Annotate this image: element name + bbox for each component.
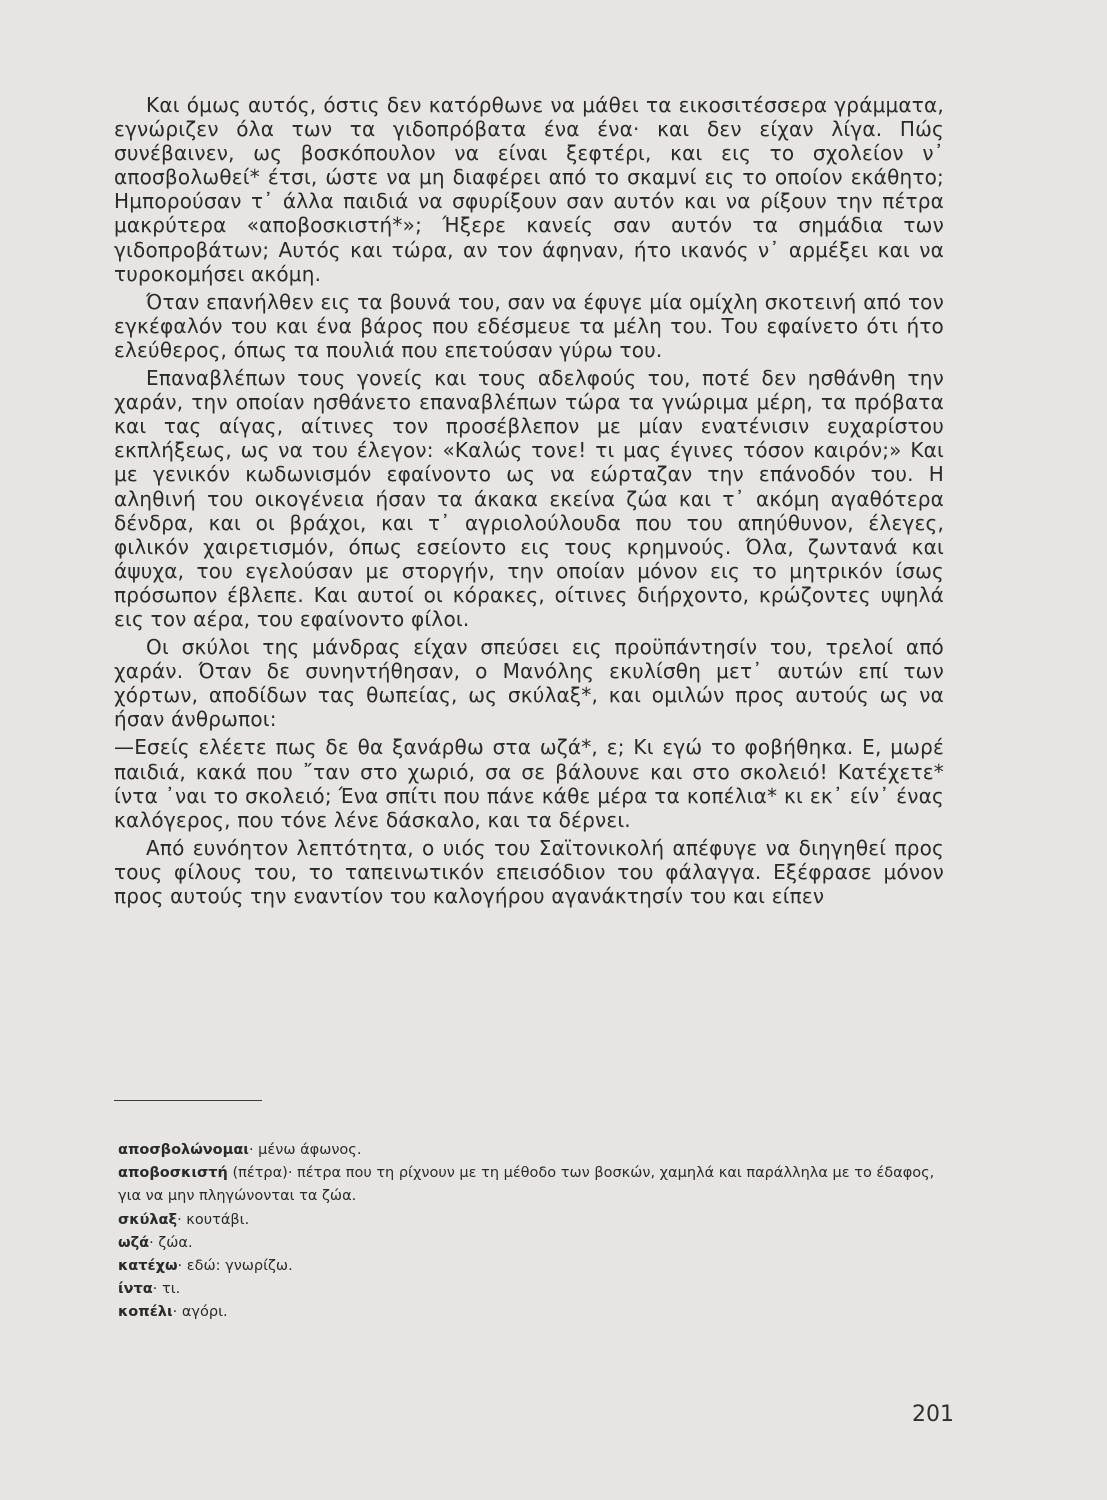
footnote xyxy=(118,1278,948,1301)
footnote-definition: · τι. xyxy=(152,1281,181,1298)
footnote-definition: · ζώα. xyxy=(149,1234,193,1251)
paragraph-4: Οι σκύλοι της μάνδρας είχαν σπεύσει εις προϋπάντησίν του, τρελοί από χαράν. Όταν δε συνηντήθησαν, ο Μανόλης εκυλίσθη μετ᾽ αυτών επί των χόρτων, αποδίδων τας θωπείας, ως σκύλαξ*, και ομιλών προς αυτούς ως να ήσαν άνθρωποι: xyxy=(114,635,944,732)
footnote-term: ωζά xyxy=(118,1234,150,1251)
footnote-term: ίντα xyxy=(118,1281,153,1298)
footnote-term: αποσβολώνομαι xyxy=(118,1142,249,1158)
main-text xyxy=(114,93,944,912)
footnote-definition: · κουτάβι. xyxy=(177,1211,250,1228)
footnote xyxy=(118,1232,948,1255)
paragraph-1: Και όμως αυτός, όστις δεν κατόρθωνε να μάθει τα εικοσιτέσσερα γράμματα, εγνώριζεν όλα των τα γιδοπρόβατα ένα ένα· και δεν είχαν λίγα. Πώς συνέβαινεν, ως βοσκόπουλον να είναι ξεφτέρι, και εις το σχολείον ν᾽ αποσβολωθεί* έτσι, ώστε να μη διαφέρει από το σκαμνί εις το οποίον εκάθητο; Ημπορούσαν τ᾽ άλλα παιδιά να σφυρίξουν σαν αυτόν και να ρίξουν την πέτρα μακρύτερα «αποβοσκιστή*»; Ήξερε κανείς σαν αυτόν τα σημάδια των γιδοπροβάτων; Αυτός και τώρα, αν τον άφηναν, ήτο ικανός ν᾽ αρμέξει και να τυροκομήσει ακόμη. xyxy=(114,93,944,286)
footnote-term: κατέχω xyxy=(118,1258,178,1275)
footnote xyxy=(118,1255,948,1278)
paragraph-3: Επαναβλέπων τους γονείς και τους αδελφούς του, ποτέ δεν ησθάνθη την χαράν, την οποίαν ησθάνετο επαναβλέπων τώρα τα γνώριμα μέρη, τα πρόβατα και τας αίγας, αίτινες τον προσέβλεπον με μίαν ενατένισιν ευχαρίστου εκπλήξεως, ως να του έλεγον: «Καλώς τονε! τι μας έγινες τόσον καιρόν;» Και με γενικόν κωδωνισμόν εφαίνοντο ως να εώρταζαν την επάνοδόν του. Η αληθινή του οικογένεια ήσαν τα άκακα εκείνα ζώα και τ᾽ ακόμη αγαθότερα δένδρα, και οι βράχοι, και τ᾽ αγριολούλουδα που του απηύθυνον, έλεγες, φιλικόν χαιρετισμόν, όπως εσείοντο εις τους κρημνούς. Όλα, ζωντανά και άψυχα, του εγελούσαν με στοργήν, την οποίαν μόνον εις το μητρικόν ίσως πρόσωπον έβλεπε. Και αυτοί οι κόρακες, οίτινες διήρχοντο, κρώζοντες υψηλά εις τον αέρα, του εφαίνοντο φίλοι. xyxy=(114,366,944,631)
page-number: 201 xyxy=(912,1402,954,1427)
paragraph-2: Όταν επανήλθεν εις τα βουνά του, σαν να έφυγε μία ομίχλη σκοτεινή από τον εγκέφαλόν του και ένα βάρος που εδέσμευε τα μέλη του. Του εφαίνετο ότι ήτο ελεύθερος, όπως τα πουλιά που επετούσαν γύρω του. xyxy=(114,289,944,362)
footnote-term: αποβοσκιστή xyxy=(118,1165,228,1182)
footnote xyxy=(118,1209,948,1232)
footnote-term: κοπέλι xyxy=(118,1304,173,1321)
footnote-definition: · εδώ: γνωρίζω. xyxy=(177,1258,293,1275)
footnote-separator xyxy=(114,1100,262,1101)
footnote-definition: · αγόρι. xyxy=(172,1304,228,1321)
footnote xyxy=(118,1162,948,1208)
footnote-definition: · μένω άφωνος. xyxy=(248,1142,362,1158)
footnote-term: σκύλαξ xyxy=(118,1211,178,1228)
footnotes xyxy=(118,1139,948,1325)
footnote xyxy=(118,1139,948,1162)
dialogue-paragraph: —Εσείς ελέετε πως δε θα ξανάρθω στα ωζά*, ε; Κι εγώ το φοβήθηκα. Ε, μωρέ παιδιά, κακά που ῎ταν στο χωριό, σα σε βάλουνε και στο σκολειό! Κατέχετε* ίντα ᾽ναι το σκολειό; Ένα σπίτι που πάνε κάθε μέρα τα κοπέλια* κι εκ᾽ είν᾽ ένας καλόγερος, που τόνε λένε δάσκαλο, και τα δέρνει. xyxy=(114,735,944,832)
footnote xyxy=(118,1301,948,1324)
paragraph-6: Από ευνόητον λεπτότητα, ο υιός του Σαϊτονικολή απέφυγε να διηγηθεί προς τους φίλους του, το ταπεινωτικόν επεισόδιον του φάλαγγα. Εξέφρασε μόνον προς αυτούς την εναντίον του καλογήρου αγανάκτησίν του και είπεν xyxy=(114,835,944,908)
footnote-definition: (πέτρα)· πέτρα που τη ρίχνουν με τη μέθοδο των βοσκών, χαμηλά και παράλληλα με το έδαφος, για να μην πληγώνονται τα ζώα. xyxy=(118,1165,935,1205)
